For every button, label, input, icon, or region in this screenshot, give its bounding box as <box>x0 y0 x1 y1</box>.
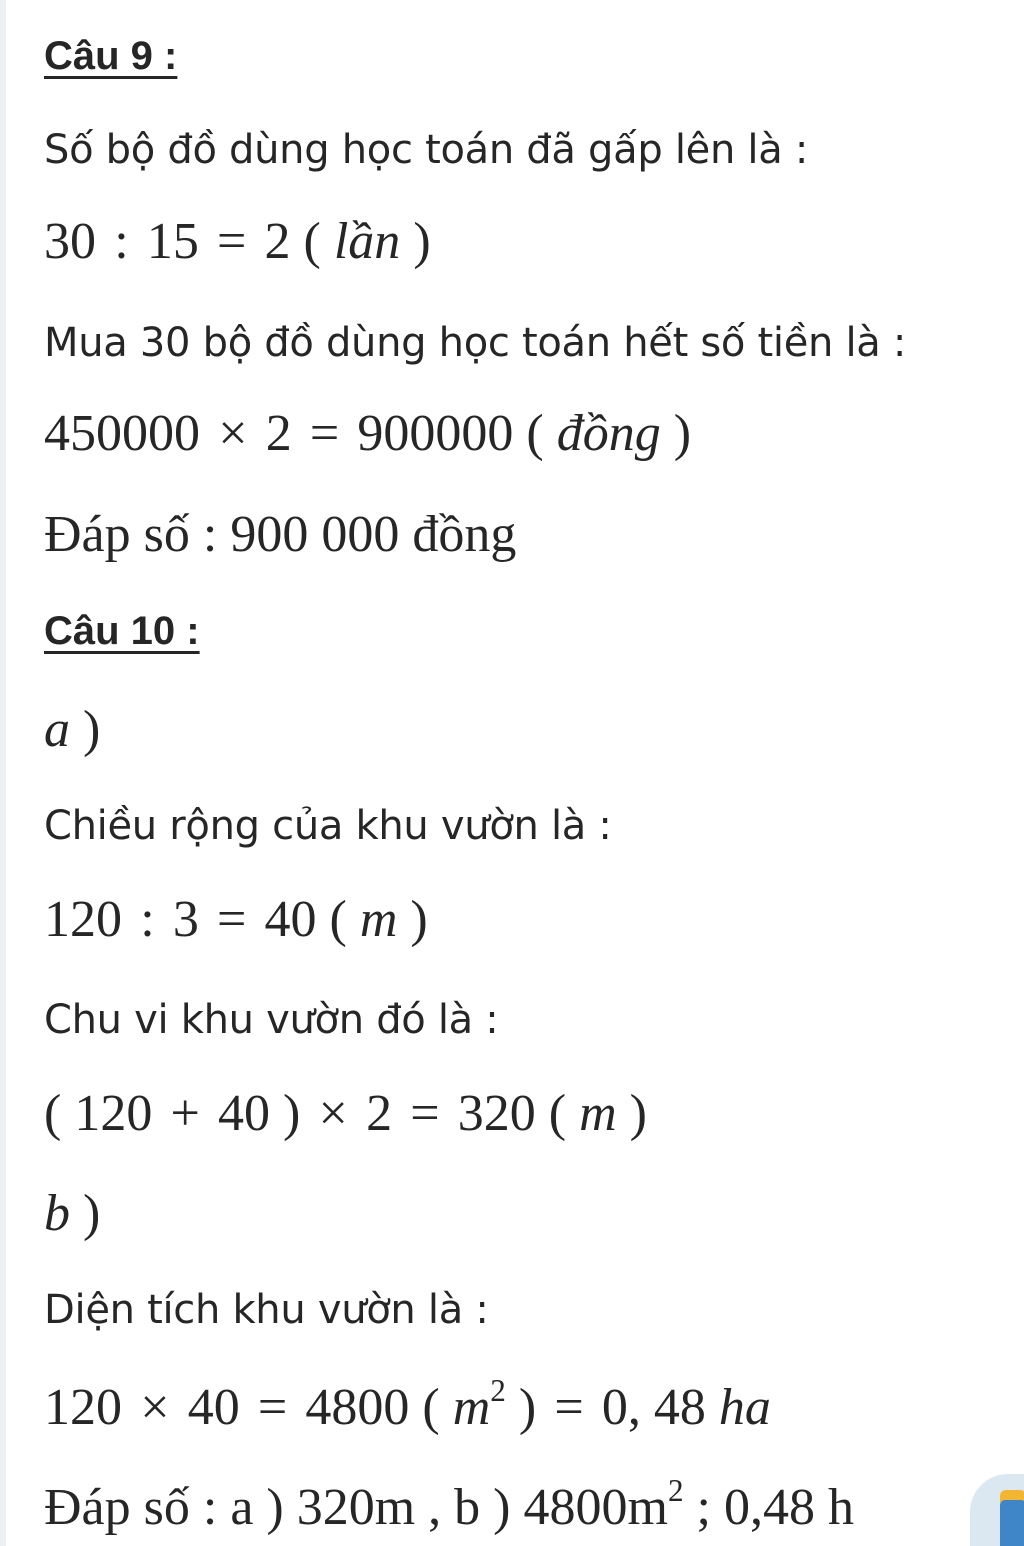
question-10-line-1: Chiều rộng của khu vườn là : <box>44 803 612 849</box>
question-10-answer: Đáp số : a ) 320m , b ) $4800m^2$ ; 0,48 h <box>44 1473 854 1536</box>
cup-body <box>1000 1500 1024 1546</box>
floating-helper-button[interactable] <box>970 1474 1024 1546</box>
question-9-answer: Đáp số : 900 000 đồng <box>44 506 517 563</box>
page-edge <box>0 0 6 1546</box>
question-9-line-1: Số bộ đồ dùng học toán đã gấp lên là : <box>44 127 809 173</box>
question-9-equation-1: 30 : 15 = 2 ( lần ) <box>44 213 431 270</box>
part-a-label: a ) <box>44 701 101 758</box>
part-b-label: b ) <box>44 1185 101 1242</box>
question-10-equation-1: 120 : 3 = 40 ( m ) <box>44 891 428 948</box>
question-9-heading: Câu 9 : <box>44 34 178 78</box>
question-9-equation-2: 450000 × 2 = 900000 ( đồng ) <box>44 405 692 462</box>
question-10-line-3: Diện tích khu vườn là : <box>44 1287 489 1333</box>
question-9-line-2: Mua 30 bộ đồ dùng học toán hết số tiền là : <box>44 320 907 366</box>
question-10-equation-2: ( 120 + 40 ) × 2 = 320 ( m ) <box>44 1085 647 1142</box>
question-10-line-2: Chu vi khu vườn đó là : <box>44 997 499 1043</box>
question-10-heading: Câu 10 : <box>44 609 200 653</box>
question-10-equation-3: 120 × 40 = 4800 ( $m^2$ ) = 0, 48 ha <box>44 1373 771 1436</box>
